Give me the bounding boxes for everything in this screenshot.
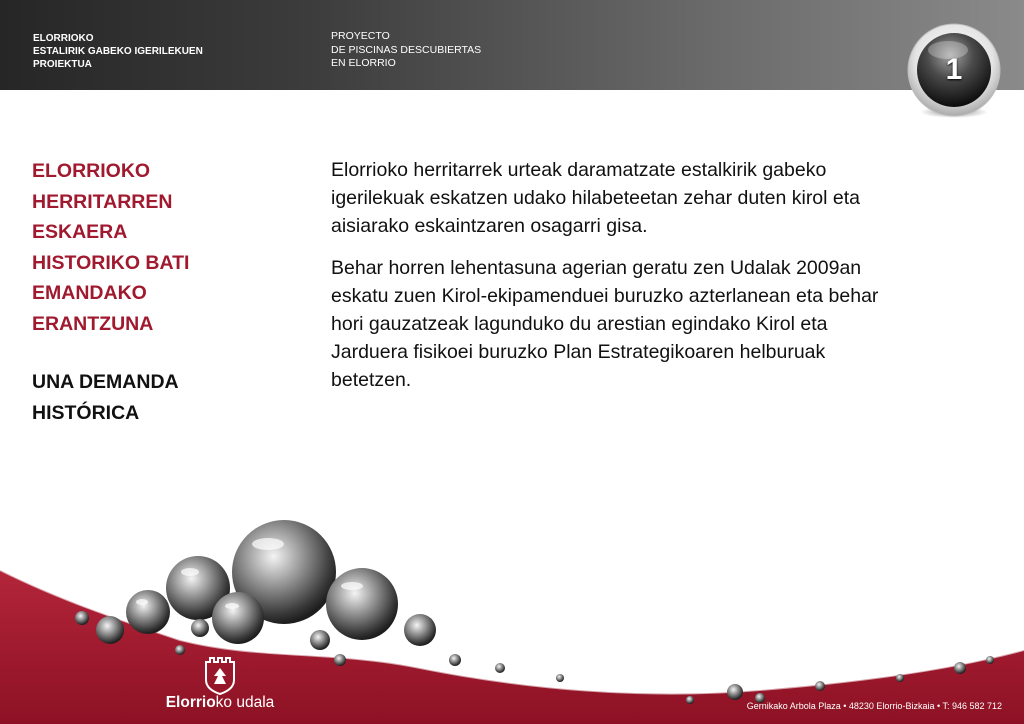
text-line: Elorrioko herritarrek urteak daramatzate estalkirik gabeko (331, 159, 827, 181)
header-mid-line: DE PISCINAS DESCUBIERTAS (331, 43, 482, 56)
section-title-line: HERRITARREN (32, 190, 173, 213)
logo-wordmark (160, 694, 280, 712)
section-subtitle (32, 367, 292, 428)
text-line: aisiarako eskaintzaren osagarri gisa. (331, 215, 648, 237)
water-bubbles-icon (0, 500, 1024, 724)
header-mid-line: PROYECTO (331, 30, 390, 42)
elorrio-logo (160, 652, 280, 718)
section-subtitle-line: HISTÓRICA (32, 401, 140, 424)
logo-light: ko udala (215, 694, 275, 711)
text-line: eskatu zuen Kirol-ekipamenduei buruzko azterlanean eta behar (331, 285, 879, 307)
header-left-line: ESTALIRIK GABEKO IGERILEKUEN (33, 46, 203, 57)
body-text (331, 156, 1001, 394)
text-line: hori gauzatzeak lagunduko du arestian egindako Kirol eta (331, 313, 828, 335)
text-line: Jarduera fisikoei buruzko Plan Estrategikoaren helburuak (331, 341, 826, 363)
paragraph-2 (331, 254, 1001, 394)
header-bar (0, 0, 1024, 90)
paragraph-1 (331, 156, 1001, 240)
text-line: Behar horren lehentasuna agerian geratu zen Udalak 2009an (331, 257, 862, 279)
page-number: 1 (945, 53, 963, 86)
section-title-line: EMANDAKO (32, 282, 147, 304)
footer-address: Gernikako Arbola Plaza • 48230 Elorrio-Bizkaia • T: 946 582 712 (746, 701, 1002, 711)
section-title (32, 156, 292, 339)
section-title-line: ESKAERA (32, 221, 128, 243)
header-left-line: PROIEKTUA (33, 59, 92, 70)
section-title-line: ERANTZUNA (32, 312, 154, 335)
section-title-line: ELORRIOKO (32, 160, 151, 182)
text-line: betetzen. (331, 369, 412, 391)
header-left-line: ELORRIOKO (33, 33, 94, 44)
header-basque-title (33, 32, 203, 71)
section-subtitle-line: UNA DEMANDA (32, 371, 179, 393)
paragraph-gap (331, 240, 1001, 254)
header-mid-line: EN ELORRIO (331, 57, 396, 69)
page-number-badge (904, 22, 1004, 122)
text-line: igerilekuak eskatzen udako hilabeteetan zehar duten kirol eta (331, 187, 861, 209)
elorrio-coat-of-arms-icon (160, 652, 280, 696)
header-spanish-title (331, 30, 481, 71)
section-title-line: HISTORIKO BATI (32, 251, 190, 274)
logo-bold: Elorrio (165, 694, 216, 711)
